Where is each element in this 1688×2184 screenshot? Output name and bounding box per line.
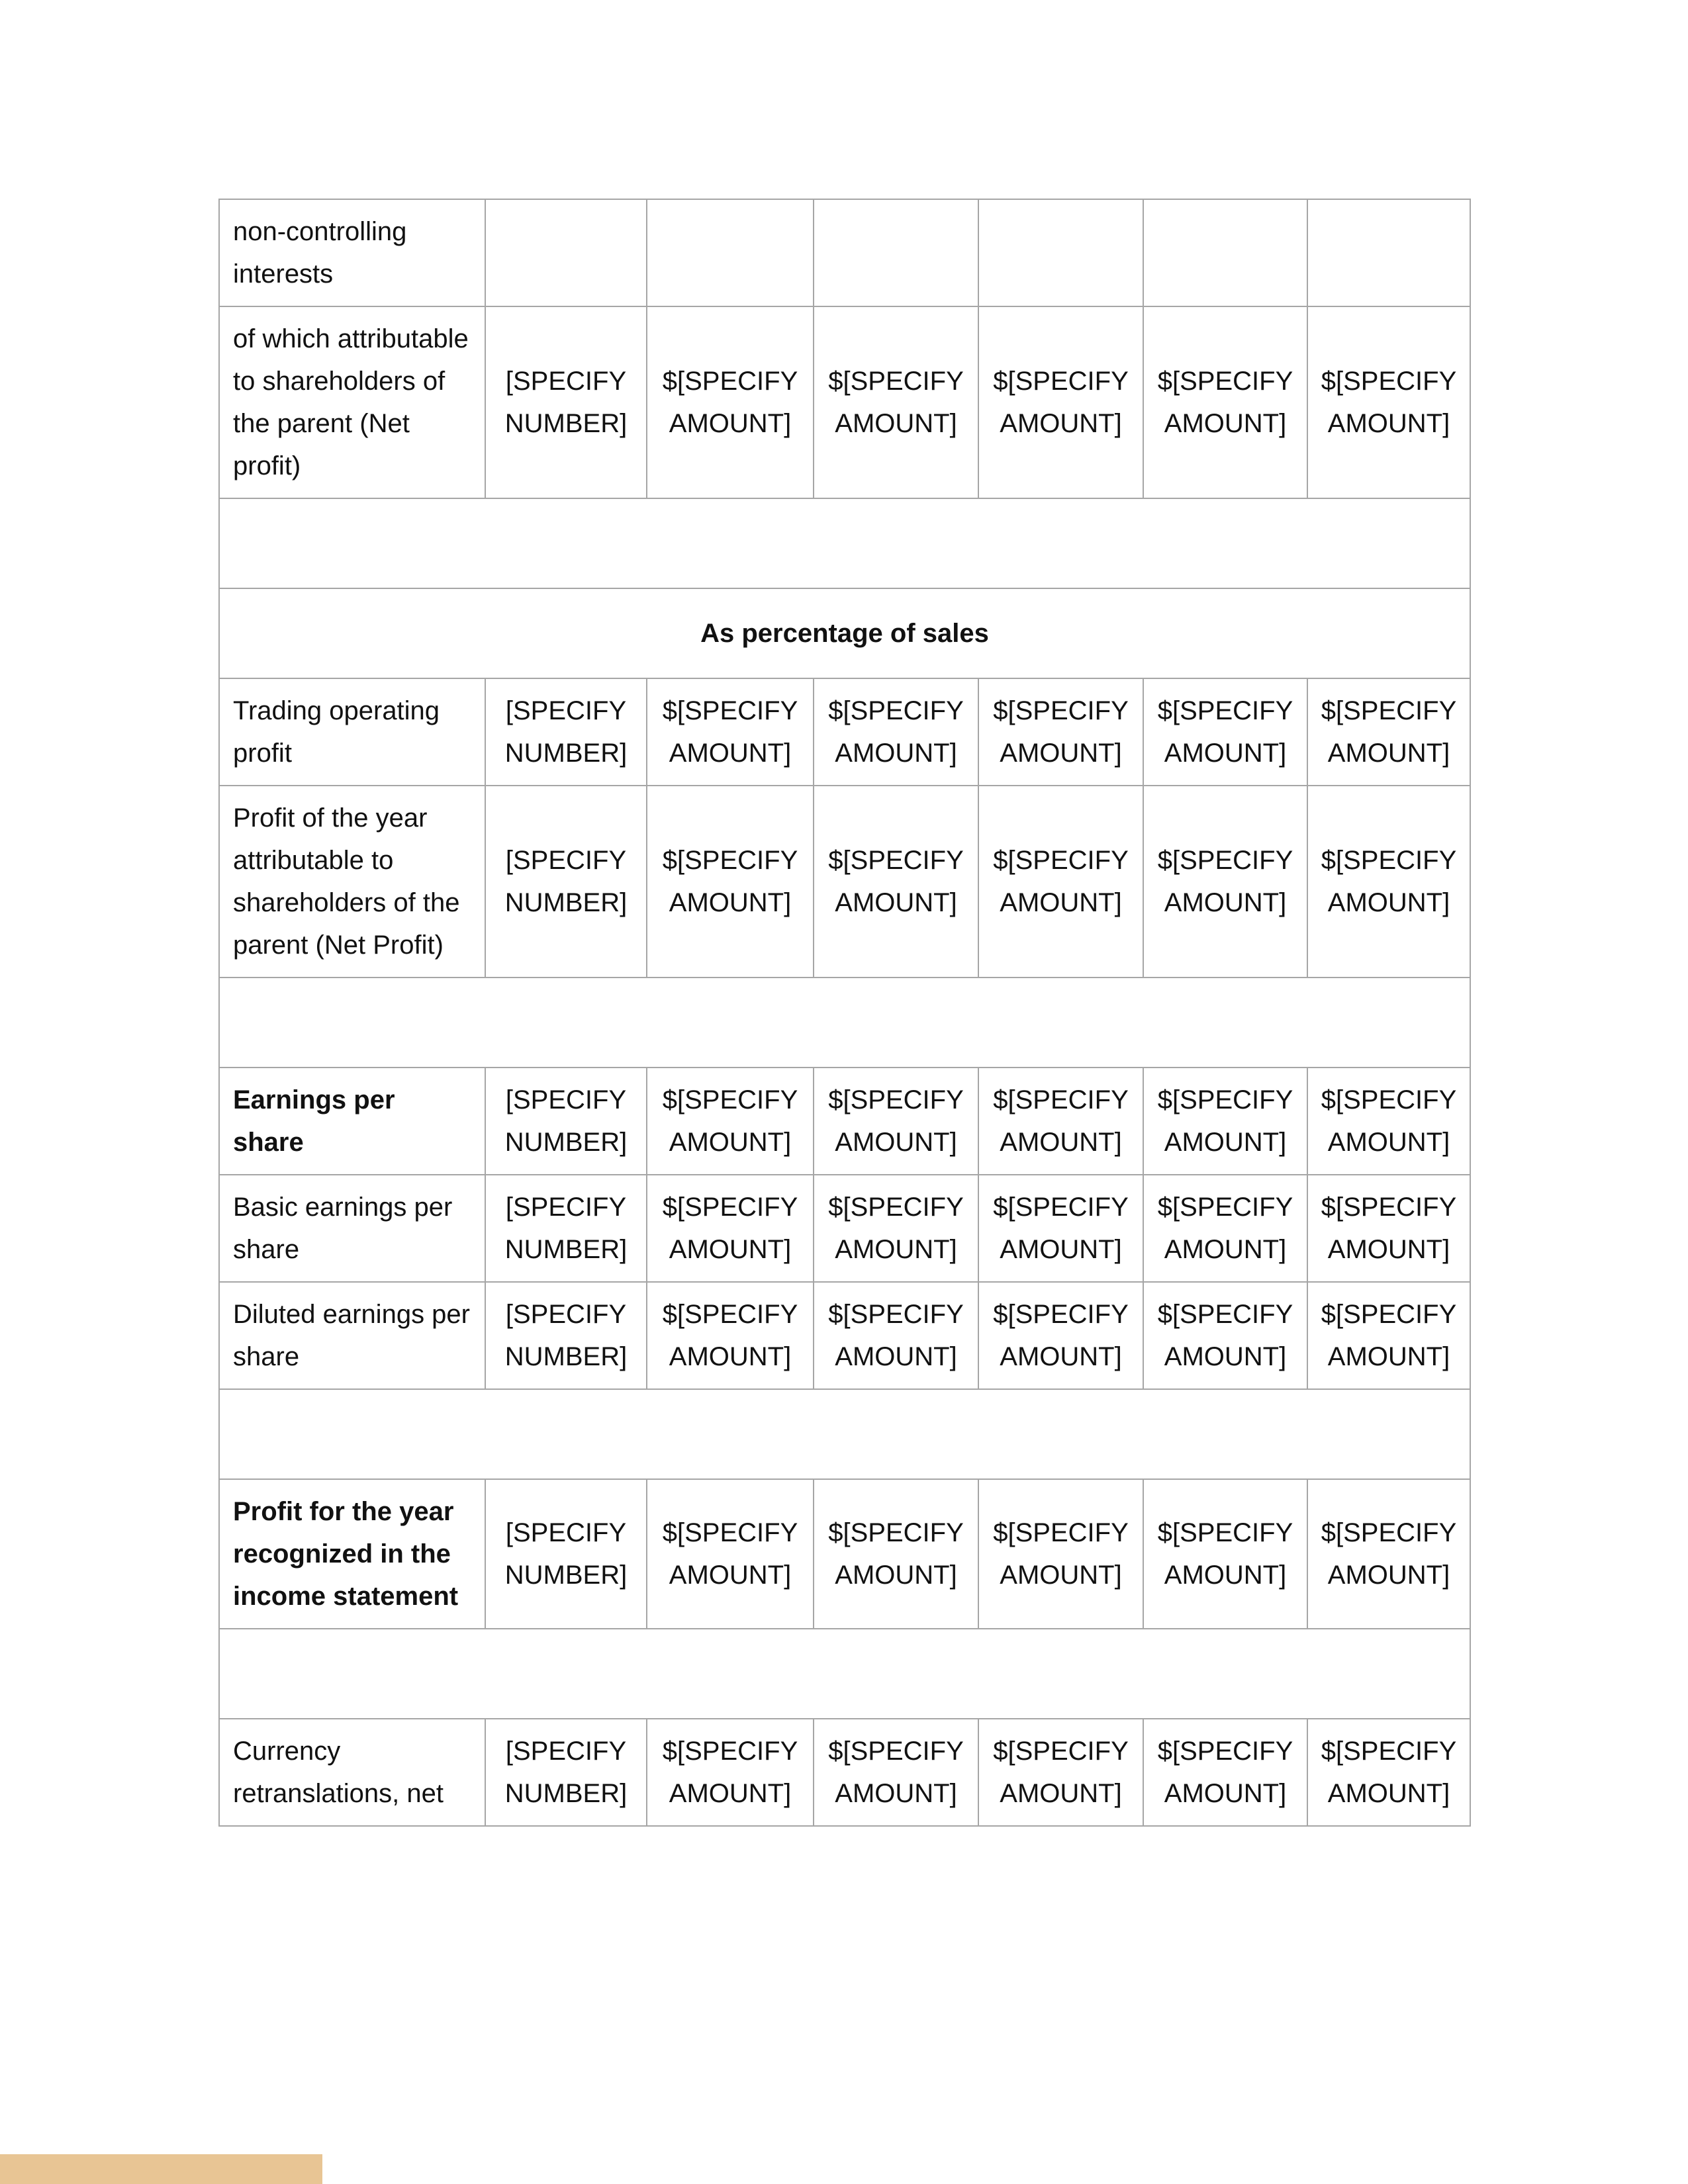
value-text: $[SPECIFY — [1157, 846, 1293, 875]
value-cell — [814, 1068, 978, 1175]
row-label: Trading operating profit — [219, 678, 485, 786]
value-cell — [814, 1479, 978, 1629]
value-text: NUMBER] — [504, 888, 628, 917]
value-text: AMOUNT] — [1327, 409, 1450, 438]
spacer-row — [219, 1629, 1470, 1719]
value-text: [SPECIFY — [505, 846, 627, 875]
value-cell — [647, 678, 814, 786]
value-text: $[SPECIFY — [1157, 1085, 1293, 1115]
value-cell — [1143, 1282, 1307, 1389]
value-text: AMOUNT] — [1327, 888, 1450, 917]
value-cell — [1307, 678, 1470, 786]
value-text: AMOUNT] — [1164, 1342, 1287, 1371]
value-text: AMOUNT] — [1164, 1235, 1287, 1264]
value-text: $[SPECIFY — [662, 367, 798, 396]
value-text: $[SPECIFY — [662, 846, 798, 875]
value-cell — [647, 306, 814, 498]
value-text: $[SPECIFY — [662, 1518, 798, 1547]
financial-table-body — [219, 199, 1470, 1826]
value-text: AMOUNT] — [1164, 888, 1287, 917]
value-cell — [485, 199, 647, 306]
value-cell — [814, 678, 978, 786]
value-text: $[SPECIFY — [1321, 1300, 1457, 1329]
table-row — [219, 1282, 1470, 1389]
value-cell — [814, 1175, 978, 1282]
value-cell — [1307, 786, 1470, 978]
value-cell — [1143, 1068, 1307, 1175]
spacer-cell — [219, 498, 1470, 588]
value-cell — [978, 1719, 1143, 1826]
value-text: AMOUNT] — [1000, 409, 1122, 438]
spacer-row — [219, 498, 1470, 588]
value-text: AMOUNT] — [1327, 739, 1450, 768]
value-cell — [647, 1282, 814, 1389]
value-text: AMOUNT] — [1164, 739, 1287, 768]
value-text: AMOUNT] — [1327, 1779, 1450, 1808]
value-text: $[SPECIFY — [828, 1737, 964, 1766]
table-row — [219, 1719, 1470, 1826]
value-text: $[SPECIFY — [1321, 1737, 1457, 1766]
row-label: Earnings per share — [219, 1068, 485, 1175]
value-text: [SPECIFY — [505, 1193, 627, 1222]
row-label: non-controlling interests — [219, 199, 485, 306]
value-cell — [485, 1479, 647, 1629]
value-cell — [1143, 1719, 1307, 1826]
row-label: Diluted earnings per share — [219, 1282, 485, 1389]
value-text: NUMBER] — [504, 1128, 628, 1157]
value-text: AMOUNT] — [835, 1235, 957, 1264]
value-text: [SPECIFY — [505, 367, 627, 396]
value-cell — [814, 306, 978, 498]
value-text: $[SPECIFY — [993, 1737, 1129, 1766]
value-cell — [978, 199, 1143, 306]
footer-accent-bar — [0, 2154, 322, 2184]
value-text: NUMBER] — [504, 1342, 628, 1371]
table-row — [219, 199, 1470, 306]
value-text: AMOUNT] — [1164, 1779, 1287, 1808]
spacer-row — [219, 978, 1470, 1068]
value-cell — [485, 786, 647, 978]
value-cell — [1307, 1479, 1470, 1629]
value-cell — [485, 1175, 647, 1282]
value-text: $[SPECIFY — [1321, 846, 1457, 875]
value-cell — [978, 1068, 1143, 1175]
value-text: AMOUNT] — [669, 1779, 792, 1808]
value-text: $[SPECIFY — [1321, 1193, 1457, 1222]
value-cell — [1307, 1282, 1470, 1389]
table-row — [219, 1175, 1470, 1282]
value-text: $[SPECIFY — [828, 1300, 964, 1329]
value-text: NUMBER] — [504, 409, 628, 438]
table-row — [219, 306, 1470, 498]
value-text: AMOUNT] — [1327, 1342, 1450, 1371]
value-cell — [978, 1479, 1143, 1629]
section-header: As percentage of sales — [219, 588, 1470, 678]
value-cell — [485, 1282, 647, 1389]
value-text: $[SPECIFY — [828, 367, 964, 396]
value-cell — [647, 1479, 814, 1629]
row-label: of which attributable to shareholders of the parent (Net profit) — [219, 306, 485, 498]
value-cell — [814, 199, 978, 306]
value-text: $[SPECIFY — [1321, 1085, 1457, 1115]
spacer-cell — [219, 1629, 1470, 1719]
value-text: $[SPECIFY — [828, 1085, 964, 1115]
value-text: AMOUNT] — [1327, 1561, 1450, 1590]
value-text: $[SPECIFY — [993, 696, 1129, 725]
value-text: AMOUNT] — [1000, 1779, 1122, 1808]
value-text: AMOUNT] — [835, 409, 957, 438]
value-text: $[SPECIFY — [993, 1085, 1129, 1115]
value-cell — [1307, 306, 1470, 498]
row-label: Currency retranslations, net — [219, 1719, 485, 1826]
value-text: $[SPECIFY — [1321, 1518, 1457, 1547]
value-text: $[SPECIFY — [1157, 367, 1293, 396]
value-text: NUMBER] — [504, 1235, 628, 1264]
value-cell — [1307, 1719, 1470, 1826]
value-text: $[SPECIFY — [993, 1518, 1129, 1547]
value-cell — [814, 1282, 978, 1389]
value-cell — [1143, 1479, 1307, 1629]
value-text: AMOUNT] — [1164, 1561, 1287, 1590]
value-cell — [978, 678, 1143, 786]
spacer-row — [219, 1389, 1470, 1479]
value-cell — [1143, 306, 1307, 498]
value-cell — [1307, 199, 1470, 306]
value-text: AMOUNT] — [835, 1561, 957, 1590]
value-cell — [647, 1719, 814, 1826]
value-text: [SPECIFY — [505, 1085, 627, 1115]
value-cell — [814, 1719, 978, 1826]
value-text: AMOUNT] — [1327, 1128, 1450, 1157]
value-text: AMOUNT] — [1000, 1342, 1122, 1371]
value-text: AMOUNT] — [835, 1342, 957, 1371]
value-text: [SPECIFY — [505, 1518, 627, 1547]
value-text: $[SPECIFY — [1321, 696, 1457, 725]
value-text: AMOUNT] — [669, 739, 792, 768]
value-text: $[SPECIFY — [1321, 367, 1457, 396]
value-text: AMOUNT] — [1000, 888, 1122, 917]
value-cell — [1307, 1175, 1470, 1282]
value-text: $[SPECIFY — [1157, 1518, 1293, 1547]
section-header-row — [219, 588, 1470, 678]
value-cell — [978, 1282, 1143, 1389]
table-row — [219, 1068, 1470, 1175]
value-text: AMOUNT] — [1000, 1235, 1122, 1264]
value-cell — [1143, 1175, 1307, 1282]
value-text: $[SPECIFY — [662, 1737, 798, 1766]
spacer-cell — [219, 1389, 1470, 1479]
value-text: $[SPECIFY — [828, 696, 964, 725]
value-text: AMOUNT] — [669, 1235, 792, 1264]
value-cell — [1307, 1068, 1470, 1175]
value-text: AMOUNT] — [669, 1128, 792, 1157]
table-row — [219, 1479, 1470, 1629]
value-text: $[SPECIFY — [1157, 1300, 1293, 1329]
value-text: AMOUNT] — [835, 739, 957, 768]
value-text: AMOUNT] — [1164, 409, 1287, 438]
value-cell — [647, 786, 814, 978]
value-text: $[SPECIFY — [1157, 1737, 1293, 1766]
value-cell — [485, 1068, 647, 1175]
value-cell — [647, 1068, 814, 1175]
value-text: AMOUNT] — [835, 888, 957, 917]
value-cell — [485, 1719, 647, 1826]
value-cell — [978, 786, 1143, 978]
value-text: $[SPECIFY — [828, 1518, 964, 1547]
value-cell — [647, 1175, 814, 1282]
value-text: [SPECIFY — [505, 1300, 627, 1329]
value-text: AMOUNT] — [835, 1128, 957, 1157]
value-text: $[SPECIFY — [993, 1193, 1129, 1222]
value-text: AMOUNT] — [669, 1342, 792, 1371]
value-text: [SPECIFY — [505, 1737, 627, 1766]
table-row — [219, 786, 1470, 978]
value-cell — [978, 306, 1143, 498]
value-text: $[SPECIFY — [1157, 1193, 1293, 1222]
value-cell — [814, 786, 978, 978]
row-label: Profit for the year recognized in the income statement — [219, 1479, 485, 1629]
value-text: AMOUNT] — [669, 1561, 792, 1590]
value-cell — [485, 306, 647, 498]
value-text: NUMBER] — [504, 739, 628, 768]
value-text: AMOUNT] — [1000, 739, 1122, 768]
value-text: $[SPECIFY — [662, 1085, 798, 1115]
value-text: [SPECIFY — [505, 696, 627, 725]
value-cell — [1143, 199, 1307, 306]
value-text: $[SPECIFY — [662, 1193, 798, 1222]
value-text: NUMBER] — [504, 1779, 628, 1808]
value-text: $[SPECIFY — [1157, 696, 1293, 725]
value-text: AMOUNT] — [835, 1779, 957, 1808]
value-text: $[SPECIFY — [993, 1300, 1129, 1329]
value-text: NUMBER] — [504, 1561, 628, 1590]
value-text: $[SPECIFY — [662, 1300, 798, 1329]
value-cell — [978, 1175, 1143, 1282]
value-text: $[SPECIFY — [662, 696, 798, 725]
spacer-cell — [219, 978, 1470, 1068]
financial-table — [218, 199, 1471, 1827]
value-cell — [1143, 786, 1307, 978]
value-text: AMOUNT] — [1000, 1128, 1122, 1157]
row-label: Profit of the year attributable to shareholders of the parent (Net Profit) — [219, 786, 485, 978]
value-cell — [1143, 678, 1307, 786]
row-label: Basic earnings per share — [219, 1175, 485, 1282]
value-text: AMOUNT] — [1000, 1561, 1122, 1590]
value-text: AMOUNT] — [1164, 1128, 1287, 1157]
value-text: $[SPECIFY — [828, 846, 964, 875]
value-text: AMOUNT] — [669, 888, 792, 917]
value-text: AMOUNT] — [669, 409, 792, 438]
value-text: AMOUNT] — [1327, 1235, 1450, 1264]
table-row — [219, 678, 1470, 786]
value-cell — [647, 199, 814, 306]
value-text: $[SPECIFY — [828, 1193, 964, 1222]
value-text: $[SPECIFY — [993, 367, 1129, 396]
value-text: $[SPECIFY — [993, 846, 1129, 875]
value-cell — [485, 678, 647, 786]
